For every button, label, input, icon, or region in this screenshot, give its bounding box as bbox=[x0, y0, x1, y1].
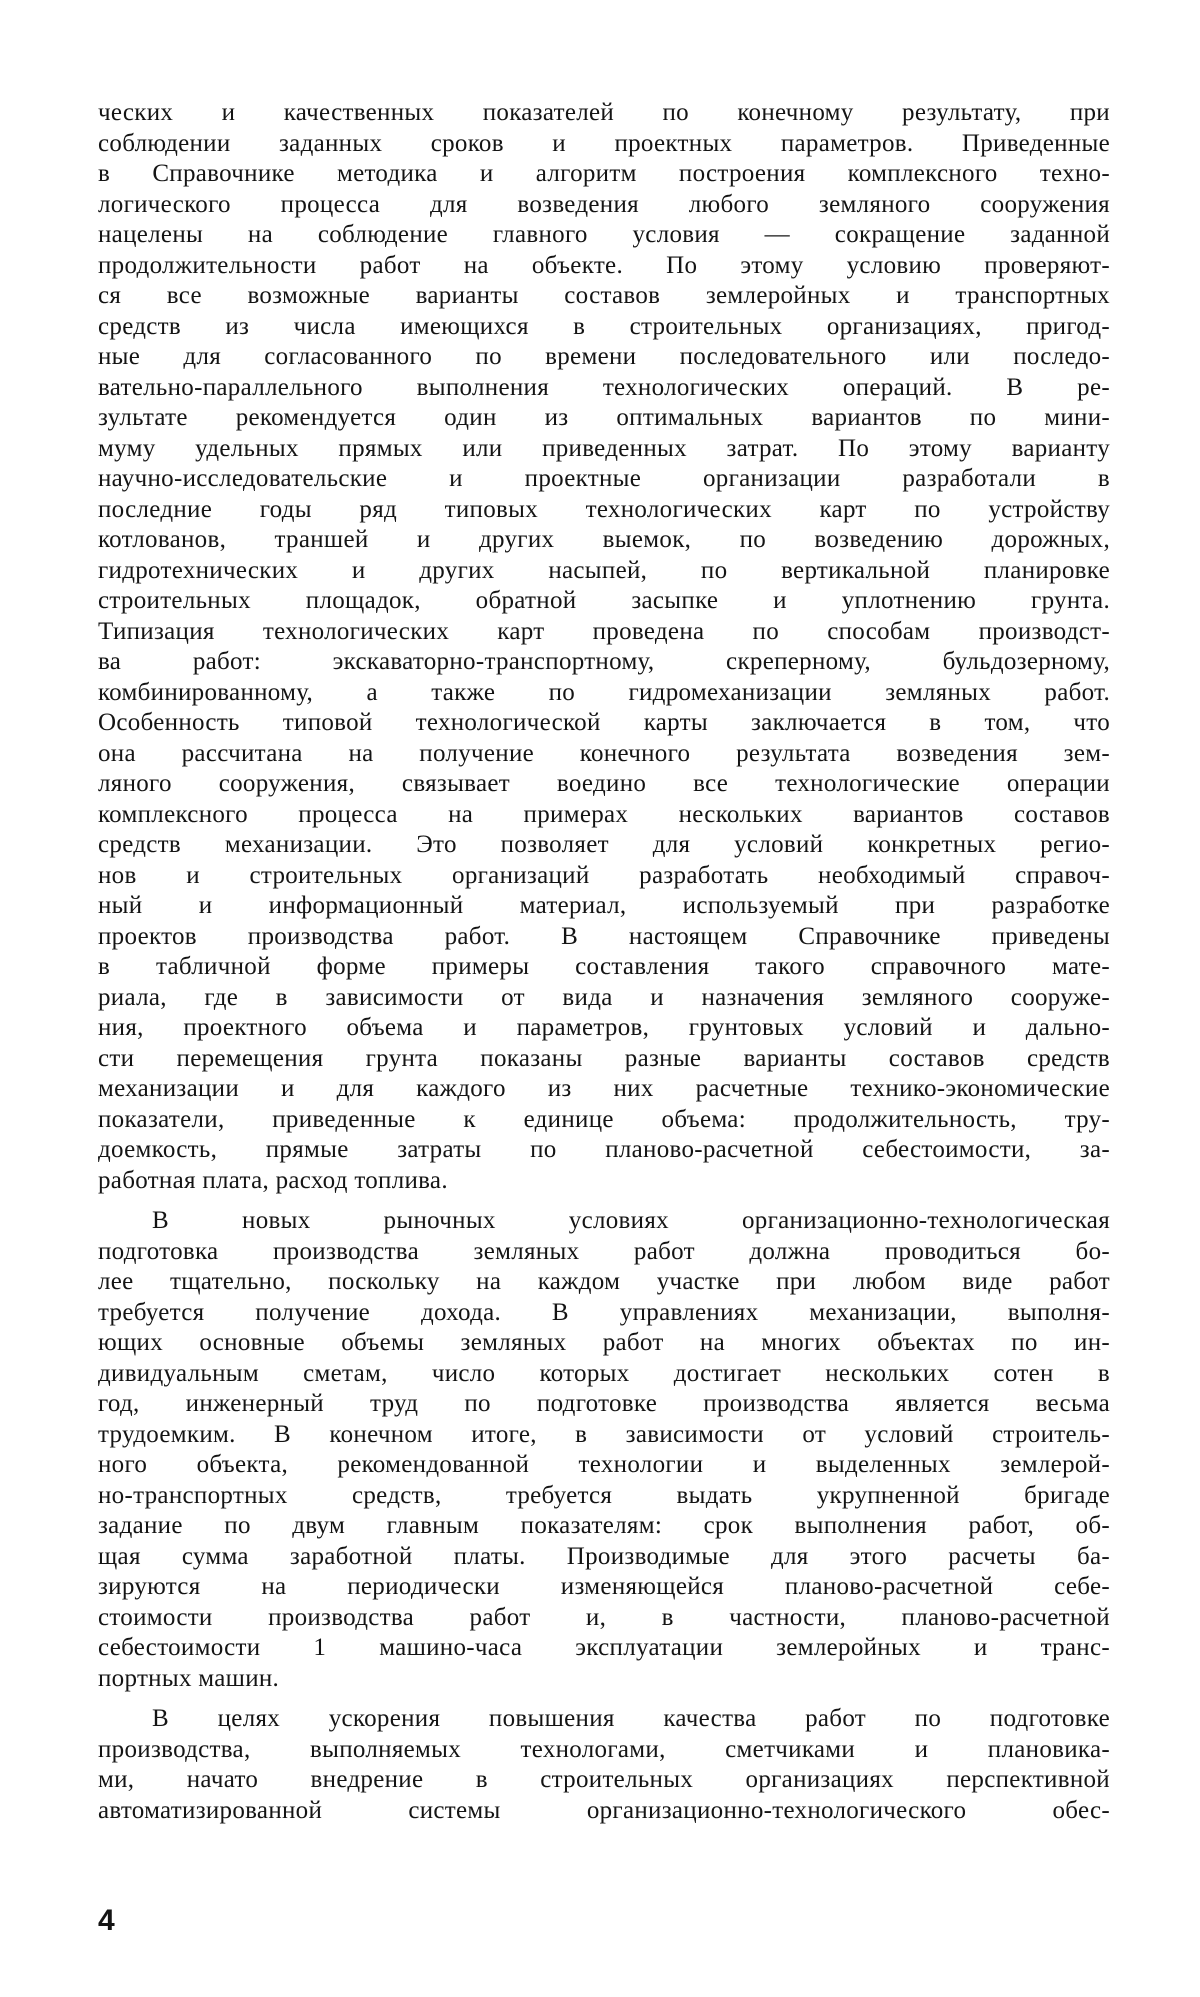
text-line: но-транспортных средств, требуется выдать укрупненной бригаде bbox=[98, 1481, 1110, 1509]
text-line: сти перемещения грунта показаны разные варианты составов средств bbox=[98, 1044, 1110, 1072]
text-line: зультате рекомендуется один из оптимальных вариантов по мини- bbox=[98, 404, 1110, 431]
paragraph-2 bbox=[98, 1206, 1110, 1694]
text-line: подготовка производства земляных работ должна проводиться бо- bbox=[98, 1237, 1110, 1265]
text-line: год, инженерный труд по подготовке производства является весьма bbox=[98, 1390, 1110, 1417]
text-line: себестоимости 1 машино-часа эксплуатации землеройных и транс- bbox=[98, 1634, 1110, 1661]
text-line: гидротехнических и других насыпей, по вертикальной планировке bbox=[98, 556, 1110, 584]
text-line: ный и информационный материал, используемый при разработке bbox=[98, 892, 1110, 919]
text-line: ческих и качественных показателей по конечному результату, при bbox=[98, 99, 1110, 126]
paragraph-1 bbox=[98, 98, 1110, 1196]
text-line: ные для согласованного по времени последовательного или последо- bbox=[98, 343, 1110, 370]
text-line: лее тщательно, поскольку на каждом участке при любом виде работ bbox=[98, 1268, 1110, 1295]
text-line: комплексного процесса на примерах нескольких вариантов составов bbox=[98, 800, 1110, 828]
text-line: В новых рыночных условиях организационно-технологическая bbox=[152, 1207, 1110, 1234]
text-line: строительных площадок, обратной засыпке и уплотнению грунта. bbox=[98, 587, 1110, 614]
text-line: она рассчитана на получение конечного результата возведения зем- bbox=[98, 739, 1110, 767]
text-line: механизации и для каждого из них расчетные технико-экономические bbox=[98, 1075, 1110, 1102]
text-line: вательно-параллельного выполнения технологических операций. В ре- bbox=[98, 373, 1110, 401]
text-line: соблюдении заданных сроков и проектных параметров. Приведенные bbox=[98, 129, 1110, 157]
text-line: ющих основные объемы земляных работ на многих объектах по ин- bbox=[98, 1329, 1110, 1356]
text-line: нов и строительных организаций разработать необходимый справоч- bbox=[98, 861, 1110, 889]
text-line: проектов производства работ. В настоящем Справочнике приведены bbox=[98, 922, 1110, 950]
text-line: Типизация технологических карт проведена по способам производст- bbox=[98, 617, 1110, 645]
text-line: средств из числа имеющихся в строительных организациях, пригод- bbox=[98, 312, 1110, 340]
text-line: работная плата, расход топлива. bbox=[98, 1166, 448, 1194]
text-line: стоимости производства работ и, в частности, планово-расчетной bbox=[98, 1603, 1110, 1631]
text-line: последние годы ряд типовых технологических карт по устройству bbox=[98, 495, 1110, 523]
text-line: задание по двум главным показателям: срок выполнения работ, об- bbox=[98, 1512, 1110, 1539]
text-line: В целях ускорения повышения качества работ по подготовке bbox=[152, 1705, 1110, 1732]
paragraph-3 bbox=[98, 1704, 1110, 1826]
text-line: ния, проектного объема и параметров, грунтовых условий и дально- bbox=[98, 1014, 1110, 1041]
text-line: научно-исследовательские и проектные организации разработали в bbox=[98, 465, 1110, 492]
text-line: продолжительности работ на объекте. По этому условию проверяют- bbox=[98, 251, 1110, 279]
text-line: требуется получение дохода. В управлениях механизации, выполня- bbox=[98, 1298, 1110, 1326]
text-line: портных машин. bbox=[98, 1664, 280, 1692]
text-line: доемкость, прямые затраты по планово-расчетной себестоимости, за- bbox=[98, 1136, 1110, 1163]
text-line: в табличной форме примеры составления такого справочного мате- bbox=[98, 953, 1110, 980]
text-line: ва работ: экскаваторно-транспортному, скреперному, бульдозерному, bbox=[98, 648, 1110, 675]
text-line: автоматизированной системы организационно-технологического обес- bbox=[98, 1796, 1110, 1824]
text-line: зируются на периодически изменяющейся планово-расчетной себе- bbox=[98, 1573, 1110, 1600]
text-line: средств механизации. Это позволяет для условий конкретных регио- bbox=[98, 831, 1110, 858]
page-body bbox=[98, 98, 1110, 1826]
text-line: котлованов, траншей и других выемок, по возведению дорожных, bbox=[98, 526, 1110, 553]
text-line: нацелены на соблюдение главного условия — сокращение заданной bbox=[98, 221, 1110, 248]
text-line: производства, выполняемых технологами, сметчиками и плановика- bbox=[98, 1735, 1110, 1763]
text-line: дивидуальным сметам, число которых достигает нескольких сотен в bbox=[98, 1359, 1110, 1387]
text-line: муму удельных прямых или приведенных затрат. По этому варианту bbox=[98, 434, 1110, 462]
text-line: ного объекта, рекомендованной технологии и выделенных землерой- bbox=[98, 1451, 1110, 1478]
page-number: 4 bbox=[98, 1904, 115, 1937]
text-line: ляного сооружения, связывает воедино все технологические операции bbox=[98, 770, 1110, 797]
text-line: ся все возможные варианты составов землеройных и транспортных bbox=[98, 282, 1110, 309]
text-line: в Справочнике методика и алгоритм построения комплексного техно- bbox=[98, 160, 1110, 187]
text-line: логического процесса для возведения любого земляного сооружения bbox=[98, 190, 1110, 218]
text-line: показатели, приведенные к единице объема: продолжительность, тру- bbox=[98, 1105, 1110, 1133]
text-line: щая сумма заработной платы. Производимые для этого расчеты ба- bbox=[98, 1542, 1110, 1570]
text-line: ми, начато внедрение в строительных организациях перспективной bbox=[98, 1766, 1110, 1793]
text-line: Особенность типовой технологической карты заключается в том, что bbox=[98, 709, 1110, 736]
text-line: риала, где в зависимости от вида и назначения земляного сооруже- bbox=[98, 983, 1110, 1011]
text-line: комбинированному, а также по гидромеханизации земляных работ. bbox=[98, 678, 1110, 706]
text-line: трудоемким. В конечном итоге, в зависимости от условий строитель- bbox=[98, 1420, 1110, 1448]
